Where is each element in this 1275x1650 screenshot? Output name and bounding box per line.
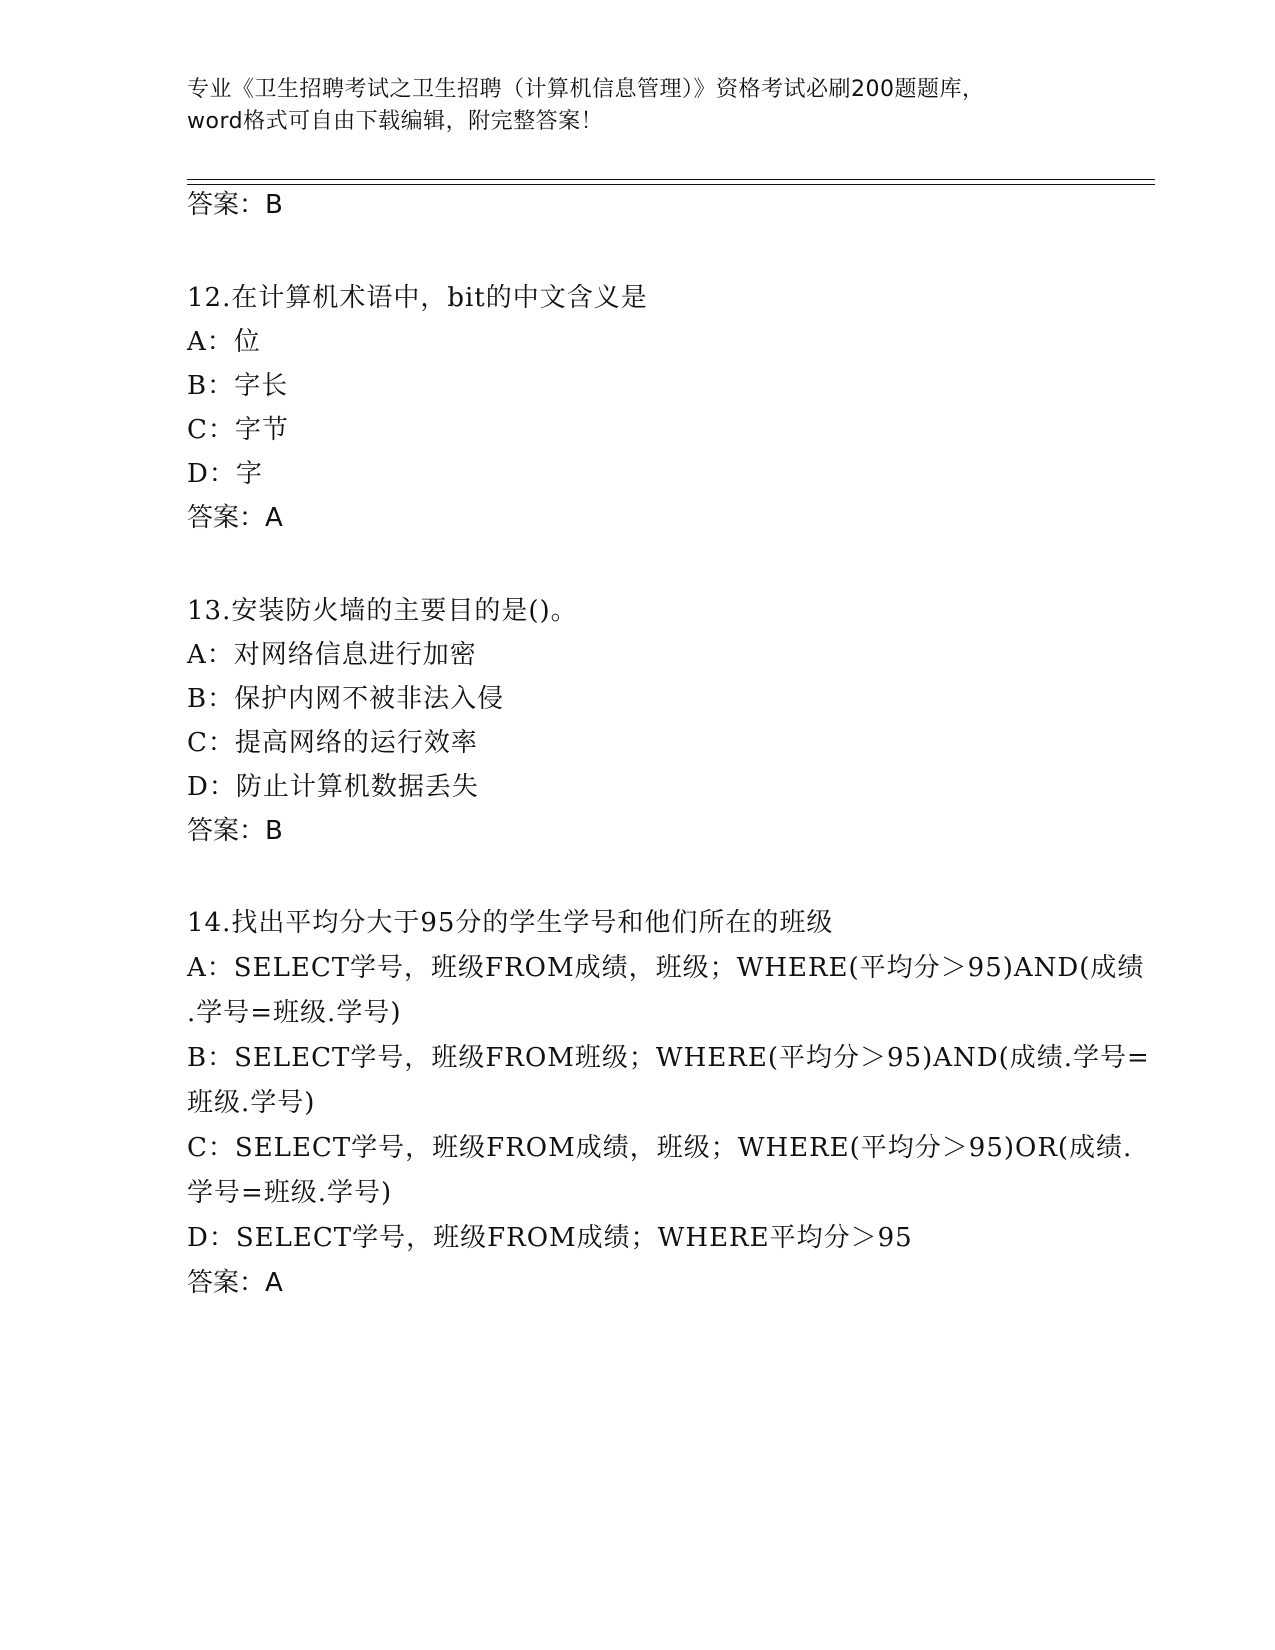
header-line-1: 专业《卫生招聘考试之卫生招聘（计算机信息管理）》资格考试必刷200题题库， [187, 77, 985, 102]
question-14-option-c-line-2: 学号=班级.学号) [187, 1178, 393, 1208]
question-14-option-a-line-2: .学号=班级.学号) [187, 998, 402, 1028]
question-12-option-a: A：位 [187, 327, 261, 357]
question-14-option-c-line-1: C：SELECT学号，班级FROM成绩，班级；WHERE(平均分＞95)OR(成绩. [187, 1133, 1133, 1163]
question-14-option-d: D：SELECT学号，班级FROM成绩；WHERE平均分＞95 [187, 1223, 913, 1253]
question-14-option-b-line-1: B：SELECT学号，班级FROM班级；WHERE(平均分＞95)AND(成绩.学号= [187, 1043, 1150, 1073]
previous-answer: 答案：B [187, 190, 283, 220]
question-14-option-a-line-1: A：SELECT学号，班级FROM成绩，班级；WHERE(平均分＞95)AND(成绩 [187, 953, 1145, 983]
question-12-option-d: D：字 [187, 459, 263, 489]
question-14-option-b-line-2: 班级.学号) [187, 1088, 316, 1118]
question-13-option-c: C：提高网络的运行效率 [187, 728, 478, 758]
document-header [187, 74, 1087, 138]
header-divider-bottom [187, 184, 1155, 185]
header-line-2: word格式可自由下载编辑，附完整答案！ [187, 109, 604, 134]
question-13-stem: 13.安装防火墙的主要目的是()。 [187, 596, 578, 626]
question-12-option-b: B：字长 [187, 371, 289, 401]
header-divider-top [187, 179, 1155, 180]
question-13-option-d: D：防止计算机数据丢失 [187, 772, 479, 802]
question-13-answer: 答案：B [187, 816, 283, 846]
question-14-stem: 14.找出平均分大于95分的学生学号和他们所在的班级 [187, 908, 834, 938]
question-14-answer: 答案：A [187, 1268, 283, 1298]
question-12-answer: 答案：A [187, 503, 283, 533]
question-13-option-a: A：对网络信息进行加密 [187, 640, 477, 670]
question-12-option-c: C：字节 [187, 415, 289, 445]
question-13-option-b: B：保护内网不被非法入侵 [187, 684, 505, 714]
question-12-stem: 12.在计算机术语中，bit的中文含义是 [187, 283, 648, 313]
